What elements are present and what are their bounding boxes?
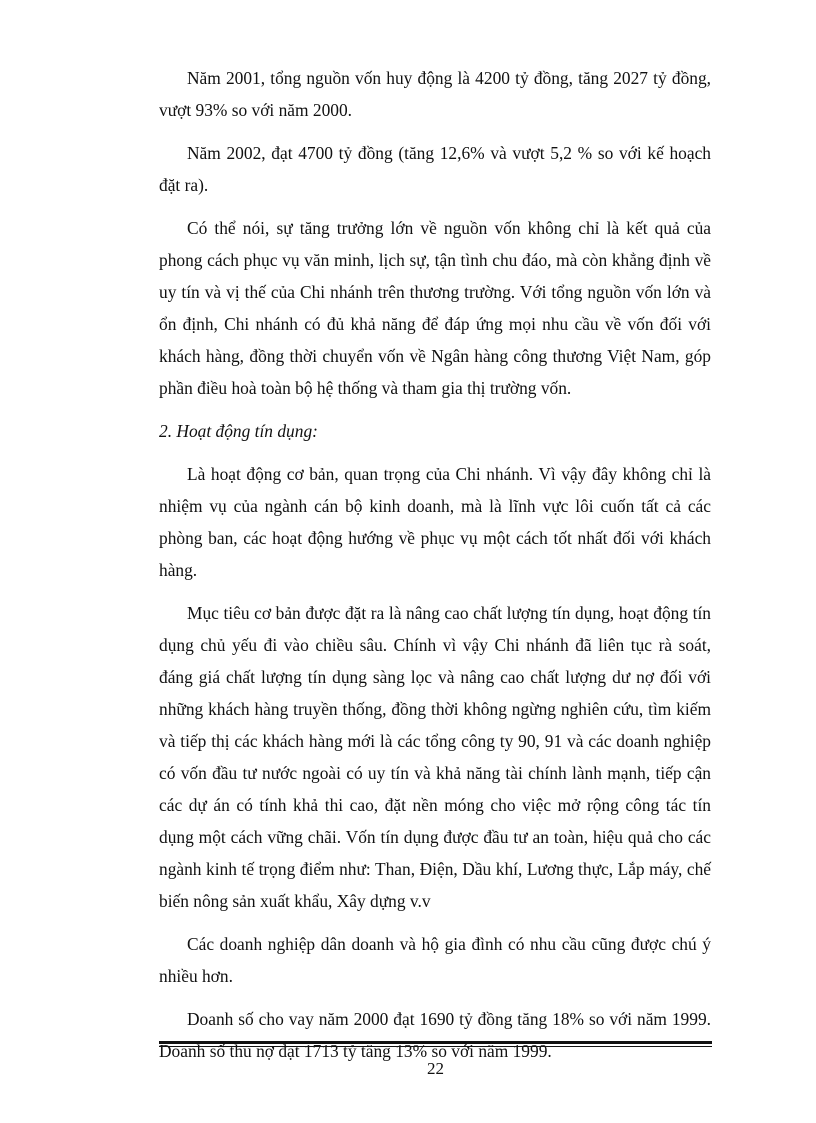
paragraph-7: Doanh số cho vay năm 2000 đạt 1690 tỷ đồng tăng 18% so với năm 1999. Doanh số thu nợ đạt 1713 tỷ tăng 13% so với năm 1999. bbox=[159, 1009, 711, 1061]
paragraph-1: Năm 2001, tổng nguồn vốn huy động là 4200 tỷ đồng, tăng 2027 tỷ đồng, vượt 93% so với năm 2000. bbox=[159, 68, 711, 120]
paragraph-6: Các doanh nghiệp dân doanh và hộ gia đình có nhu cầu cũng được chú ý nhiều hơn. bbox=[159, 934, 711, 986]
document-body bbox=[159, 62, 711, 1078]
paragraph-4: Là hoạt động cơ bản, quan trọng của Chi nhánh. Vì vậy đây không chỉ là nhiệm vụ của ngành cán bộ kinh doanh, mà là lĩnh vực lôi cuốn tất cả các phòng ban, các hoạt động hướng về phục vụ một cách tốt nhất đối với khách hàng. bbox=[159, 464, 711, 580]
section-heading: 2. Hoạt động tín dụng: bbox=[159, 421, 318, 441]
paragraph-3: Có thể nói, sự tăng trưởng lớn về nguồn vốn không chỉ là kết quả của phong cách phục vụ văn minh, lịch sự, tận tình chu đáo, mà còn khẳng định về uy tín và vị thế của Chi nhánh trên thương trường. Với tổng nguồn vốn lớn và ổn định, Chi nhánh có đủ khả năng để đáp ứng mọi nhu cầu về vốn đối với khách hàng, đồng thời chuyển vốn về Ngân hàng công thương Việt Nam, góp phần điều hoà toàn bộ hệ thống và tham gia thị trường vốn. bbox=[159, 218, 711, 398]
footer-divider bbox=[159, 1041, 712, 1047]
paragraph-5: Mục tiêu cơ bản được đặt ra là nâng cao chất lượng tín dụng, hoạt động tín dụng chủ yếu đi vào chiều sâu. Chính vì vậy Chi nhánh đã liên tục rà soát, đáng giá chất lượng tín dụng sàng lọc và nâng cao chất lượng dư nợ đối với những khách hàng truyền thống, đồng thời không ngừng nghiên cứu, tìm kiếm và tiếp thị các khách hàng mới là các tổng công ty 90, 91 và các doanh nghiệp có vốn đầu tư nước ngoài có uy tín và khả năng tài chính lành mạnh, tiếp cận các dự án có tính khả thi cao, đặt nền móng cho việc mở rộng công tác tín dụng một cách vững chãi. Vốn tín dụng được đầu tư an toàn, hiệu quả cho các ngành kinh tế trọng điểm như: Than, Điện, Dầu khí, Lương thực, Lắp máy, chế biến nông sản xuất khẩu, Xây dựng v.v bbox=[159, 603, 711, 911]
paragraph-2: Năm 2002, đạt 4700 tỷ đồng (tăng 12,6% và vượt 5,2 % so với kế hoạch đặt ra). bbox=[159, 143, 711, 195]
page-number: 22 bbox=[427, 1059, 444, 1078]
